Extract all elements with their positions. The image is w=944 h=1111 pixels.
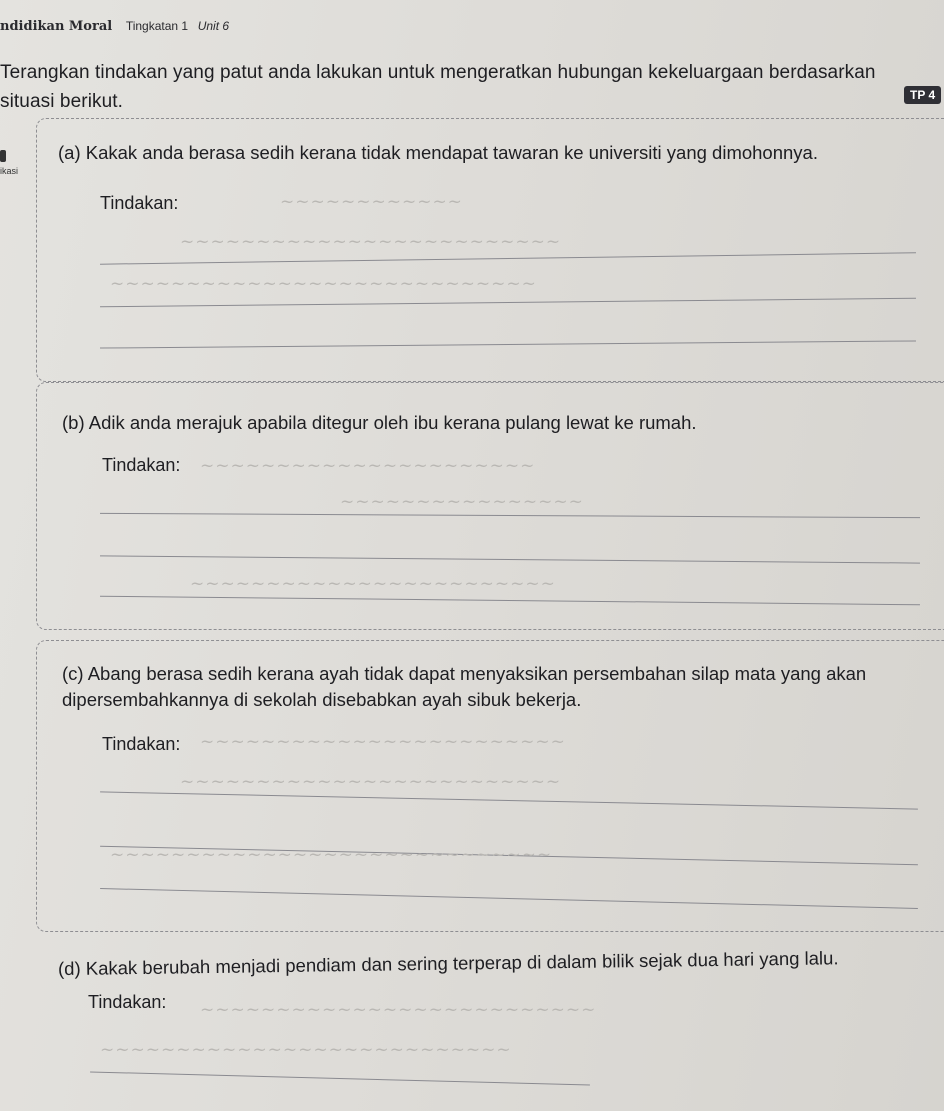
faint-pencil-writing: ~~~~~~~~~~~~~~~~~~~~~~~~~~~~	[110, 274, 537, 294]
faint-pencil-writing: ~~~~~~~~~~~~~~~~~~~~~~~~~	[180, 232, 562, 252]
faint-pencil-writing: ~~~~~~~~~~~~~~~~~~~~~~~~~	[180, 772, 562, 792]
question-c-label: Tindakan:	[102, 734, 181, 754]
question-c-text: (c) Abang berasa sedih kerana ayah tidak dapat menyaksikan persembahan silap mata yang akan dipersembahkannya di sekolah disebabkan ayah sibuk bekerja.	[62, 663, 867, 710]
side-marker-icon	[0, 150, 6, 162]
answer-line[interactable]	[90, 1071, 590, 1085]
faint-pencil-writing: ~~~~~~~~~~~~~~~~~~~~~~~~~~	[200, 1000, 597, 1020]
tp-badge: TP 4	[904, 86, 941, 104]
faint-pencil-writing: ~~~~~~~~~~~~~~~~~~~~~~	[200, 456, 536, 476]
faint-pencil-writing: ~~~~~~~~~~~~~~~~~~~~~~~~~~~~~	[110, 845, 553, 865]
question-b-text: (b) Adik anda merajuk apabila ditegur oleh ibu kerana pulang lewat ke rumah.	[62, 412, 697, 433]
book-title: ndidikan Moral	[0, 19, 113, 34]
question-a-label: Tindakan:	[100, 193, 179, 213]
faint-pencil-writing: ~~~~~~~~~~~~~~~~~~~~~~~~	[200, 732, 566, 752]
page-header	[0, 18, 229, 34]
faint-pencil-writing: ~~~~~~~~~~~~~~~~~~~~~~~~~~~	[100, 1040, 512, 1060]
side-label: ikasi	[0, 166, 19, 176]
instruction-text: Terangkan tindakan yang patut anda lakukan untuk mengeratkan hubungan kekeluargaan berdasarkan situasi berikut.	[0, 62, 876, 112]
question-a-text: (a) Kakak anda berasa sedih kerana tidak mendapat tawaran ke universiti yang dimohonnya.	[58, 142, 818, 163]
faint-pencil-writing: ~~~~~~~~~~~~	[280, 192, 463, 212]
level-label: Tingkatan 1	[125, 19, 189, 33]
question-d-label: Tindakan:	[88, 992, 167, 1012]
question-d-text: (d) Kakak berubah menjadi pendiam dan sering terperap di dalam bilik sejak dua hari yang lalu.	[57, 947, 839, 980]
question-b-label: Tindakan:	[102, 455, 181, 475]
unit-label: Unit 6	[197, 19, 230, 33]
faint-pencil-writing: ~~~~~~~~~~~~~~~~	[340, 492, 584, 512]
faint-pencil-writing: ~~~~~~~~~~~~~~~~~~~~~~~~	[190, 574, 556, 594]
